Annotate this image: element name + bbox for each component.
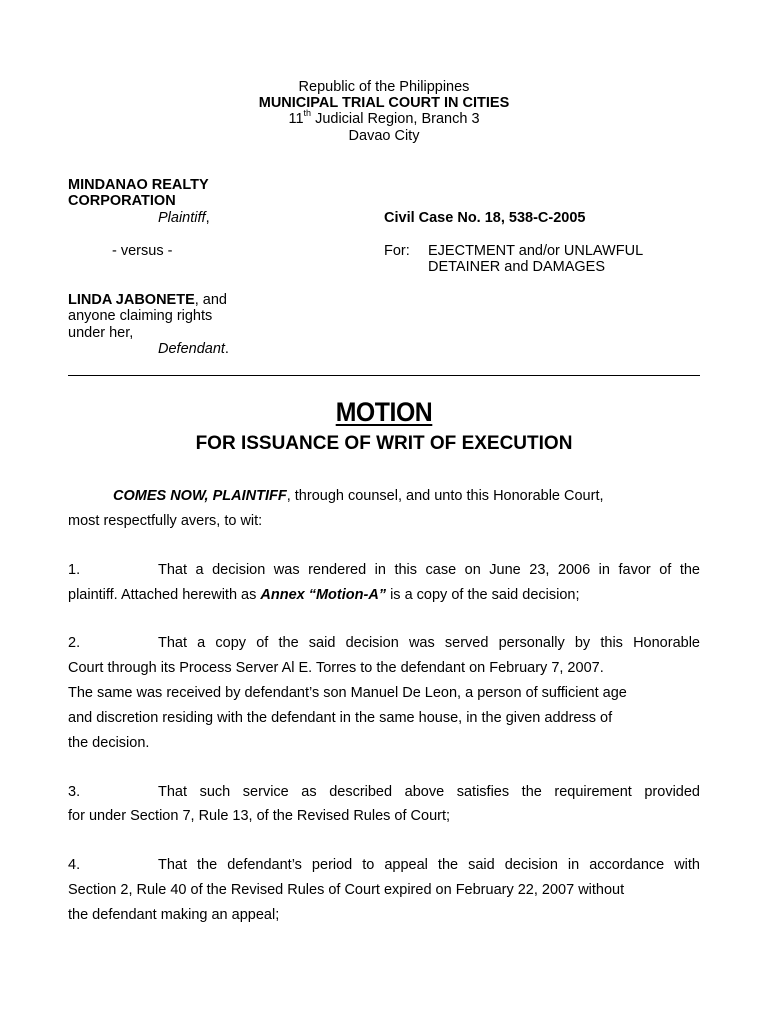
para4-line1 xyxy=(68,857,700,873)
para1-text2c: is a copy of the said decision; xyxy=(386,587,580,603)
para2-line2: Court through its Process Server Al E. Torres to the defendant on February 7, 2007. xyxy=(68,660,604,676)
para3-number: 3. xyxy=(68,784,81,800)
para4-number: 4. xyxy=(68,857,81,873)
region-superscript: th xyxy=(303,108,312,119)
for-label: For: xyxy=(384,243,410,259)
para1-text2a: plaintiff. Attached herewith as xyxy=(68,587,261,603)
region-text: Judicial Region, Branch 3 xyxy=(311,111,480,127)
versus-text: - versus - xyxy=(112,243,173,259)
para3-line2: for under Section 7, Rule 13, of the Revised Rules of Court; xyxy=(68,808,451,824)
region-number: 11 xyxy=(288,111,304,127)
intro-rest: , through counsel, and unto this Honorable Court, xyxy=(286,488,604,504)
motion-subtitle: FOR ISSUANCE OF WRIT OF EXECUTION xyxy=(195,433,573,454)
defendant-suffix: , and xyxy=(194,292,227,308)
caption-republic: Republic of the Philippines xyxy=(298,79,470,95)
annex-reference: Annex “Motion-A” xyxy=(260,587,387,603)
plaintiff-role-label: Plaintiff xyxy=(158,210,206,226)
para4-text1: That the defendant’s period to appeal the said decision in accordance with xyxy=(158,857,700,873)
para3-line1 xyxy=(68,784,700,800)
para3-text1: That such service as described above satisfies the requirement provided xyxy=(158,784,700,800)
plaintiff-role xyxy=(158,210,210,226)
plaintiff-role-comma: , xyxy=(205,210,210,226)
for-line1: EJECTMENT and/or UNLAWFUL xyxy=(428,243,644,259)
intro-line2: most respectfully avers, to wit: xyxy=(68,513,263,529)
para1-number: 1. xyxy=(68,562,81,578)
caption-court: MUNICIPAL TRIAL COURT IN CITIES xyxy=(258,95,510,111)
para1-line1 xyxy=(68,562,700,578)
defendant-line1 xyxy=(68,292,227,308)
defendant-role xyxy=(158,341,229,357)
defendant-role-period: . xyxy=(224,341,229,357)
para1-line2 xyxy=(68,587,700,603)
caption-region xyxy=(0,108,768,127)
para2-number: 2. xyxy=(68,635,81,651)
for-line2: DETAINER and DAMAGES xyxy=(428,259,606,275)
para4-line3: the defendant making an appeal; xyxy=(68,907,280,923)
defendant-line3: under her, xyxy=(68,325,134,341)
plaintiff-name-line2: CORPORATION xyxy=(68,193,176,209)
para2-line5: the decision. xyxy=(68,735,150,751)
plaintiff-name-line1: MINDANAO REALTY xyxy=(68,177,209,193)
caption-divider xyxy=(68,375,700,376)
motion-title: MOTION xyxy=(335,397,433,427)
defendant-role-label: Defendant xyxy=(158,341,225,357)
caption-city: Davao City xyxy=(348,128,420,144)
defendant-name: LINDA JABONETE xyxy=(68,292,195,308)
para2-line3: The same was received by defendant’s son Manuel De Leon, a person of sufficient age xyxy=(68,685,627,701)
case-number: Civil Case No. 18, 538-C-2005 xyxy=(384,210,586,226)
para1-text1: That a decision was rendered in this case on June 23, 2006 in favor of the xyxy=(158,562,700,578)
para2-text1: That a copy of the said decision was served personally by this Honorable xyxy=(158,635,700,651)
intro-lead: COMES NOW, PLAINTIFF xyxy=(113,488,287,504)
para2-line4: and discretion residing with the defendant in the same house, in the given address of xyxy=(68,710,613,726)
defendant-line2: anyone claiming rights xyxy=(68,308,213,324)
para2-line1 xyxy=(68,635,700,651)
intro-line1 xyxy=(68,488,700,504)
para4-line2: Section 2, Rule 40 of the Revised Rules of Court expired on February 22, 2007 without xyxy=(68,882,625,898)
